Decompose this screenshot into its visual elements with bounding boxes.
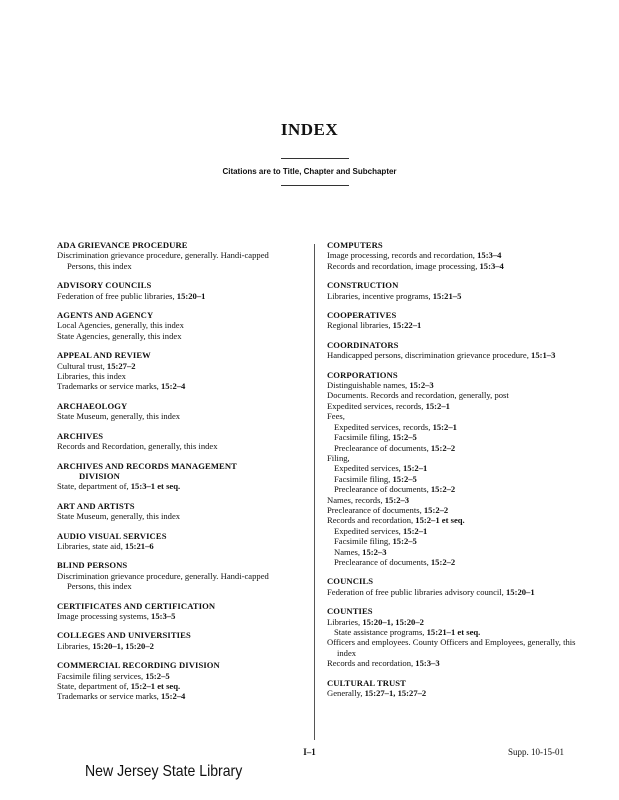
entry-text: State Agencies, generally, this index [57, 330, 182, 341]
entry-citation: 15:2–5 [392, 432, 417, 443]
entry-line [327, 688, 587, 698]
entry-text: Expedited services, [334, 463, 403, 474]
entry-citation: 15:27–2 [106, 360, 136, 371]
entry-text: Facsimile filing, [334, 432, 393, 443]
entry-citation: 15:2–1 et seq. [415, 515, 465, 526]
entry-citation: 15:1–3 [531, 350, 556, 361]
entry-text: Trademarks or service marks, [57, 381, 161, 392]
entry-citation: 15:2–4 [160, 691, 186, 702]
entry-text: Facsimile filing, [334, 473, 393, 484]
entry-citation: 15:2–3 [362, 546, 387, 557]
entry-heading [57, 350, 293, 360]
entry-line [327, 526, 587, 536]
entry-heading [57, 310, 293, 320]
entry-heading-line: AUDIO VISUAL SERVICES [57, 530, 167, 541]
entry-heading [327, 340, 587, 350]
supplement-date: Supp. 10-15-01 [508, 747, 564, 757]
entry-citation: 15:20–1 [176, 290, 206, 301]
entry-citation: 15:21–5 [432, 290, 462, 301]
index-entry [57, 531, 293, 552]
entry-heading-line: COOPERATIVES [327, 310, 397, 321]
entry-line [57, 411, 293, 421]
index-entry [57, 630, 293, 651]
entry-line [327, 261, 587, 271]
entry-citation: 15:2–2 [430, 484, 456, 495]
entry-text: Officers and employees. County Officers and Employees, generally, this index [327, 637, 576, 658]
entry-citation: 15:2–1 [402, 463, 428, 474]
entry-heading [57, 401, 293, 411]
entry-line [57, 571, 293, 592]
entry-citation: 15:22–1 [392, 320, 422, 331]
entry-text: Cultural trust, [57, 360, 107, 371]
entry-citation: 15:21–1 et seq. [426, 627, 481, 637]
entry-line [327, 422, 587, 432]
index-entry [327, 280, 587, 301]
entry-line [327, 627, 587, 637]
entry-citation: 15:3–1 et seq. [130, 481, 181, 492]
entry-heading [327, 310, 587, 320]
entry-citation: 15:3–5 [151, 610, 176, 621]
index-entry [57, 280, 293, 301]
entry-citation: 15:2–1 et seq. [130, 681, 181, 691]
entry-text: Facsimile filing, [334, 536, 393, 547]
entry-text: Libraries, incentive programs, [327, 290, 433, 301]
entry-heading [57, 560, 293, 570]
entry-heading [57, 531, 293, 541]
entry-citation: 15:21–6 [125, 540, 154, 551]
entry-text: Preclearance of documents, [334, 556, 431, 567]
entry-line [327, 484, 587, 494]
entry-citation: 15:2–3 [384, 494, 410, 505]
entry-text: Expedited services, records, [334, 421, 433, 432]
entry-text: Documents. Records and recordation, generally, post [327, 390, 509, 401]
entry-line [327, 432, 587, 442]
entry-text: Federation of free public libraries advisory council, [327, 586, 506, 597]
entry-heading-line: ARCHIVES [57, 430, 104, 441]
entry-line [57, 291, 293, 301]
entry-line [327, 536, 587, 546]
index-entry [327, 678, 587, 699]
entry-line [327, 463, 587, 473]
entry-text: Records and Recordation, generally, this index [57, 441, 218, 452]
entry-citation: 15:2–2 [430, 442, 456, 453]
entry-text: Discrimination grievance procedure, generally. Handi-capped Persons, this index [57, 250, 269, 271]
entry-line [327, 250, 587, 260]
entry-heading [57, 501, 293, 511]
entry-text: Names, records, [327, 494, 385, 505]
entry-citation: 15:20–1, 15:20–2 [92, 640, 154, 651]
entry-text: Federation of free public libraries, [57, 290, 177, 301]
entry-text: Filing, [327, 452, 350, 463]
index-entry [327, 606, 587, 668]
page-subtitle: Citations are to Title, Chapter and Subchapter [222, 167, 397, 176]
entry-text: Libraries, state aid, [57, 540, 126, 551]
entry-line [327, 495, 587, 505]
entry-text: Names, [334, 546, 363, 557]
entry-text: State, department of, [57, 681, 131, 691]
entry-heading-line: BLIND PERSONS [57, 560, 128, 571]
entry-text: Facsimile filing services, [57, 670, 146, 681]
entry-heading-line: COMPUTERS [327, 240, 383, 250]
index-entry [57, 560, 293, 591]
entry-text: State Museum, generally, this index [57, 411, 181, 422]
entry-heading-line: CERTIFICATES AND CERTIFICATION [57, 600, 216, 611]
entry-heading [57, 461, 293, 482]
entry-line [327, 401, 587, 411]
entry-text: State, department of, [57, 481, 131, 492]
entry-heading [327, 280, 587, 290]
entry-line [327, 411, 587, 421]
index-entry [57, 350, 293, 392]
entry-text: Image processing systems, [57, 610, 152, 621]
entry-heading-line: CULTURAL TRUST [327, 677, 407, 688]
entry-heading-line: COORDINATORS [327, 339, 399, 350]
entry-line [327, 587, 587, 597]
title-rule-bottom [281, 185, 349, 186]
entry-heading-line: COLLEGES AND UNIVERSITIES [57, 630, 191, 641]
entry-line [57, 320, 293, 330]
entry-text: Handicapped persons, discrimination grievance procedure, [327, 350, 532, 361]
entry-heading [57, 630, 293, 640]
entry-citation: 15:2–5 [145, 670, 170, 681]
entry-text: Records and recordation, [327, 658, 416, 669]
entry-text: Preclearance of documents, [334, 442, 431, 453]
entry-line [327, 617, 587, 627]
index-entry [57, 240, 293, 271]
entry-citation: 15:3–4 [477, 250, 502, 261]
entry-text: Local Agencies, generally, this index [57, 320, 184, 331]
entry-citation: 15:3–3 [415, 658, 440, 669]
entry-line [57, 361, 293, 371]
entry-citation: 15:2–3 [409, 380, 434, 391]
entry-citation: 15:2–5 [392, 536, 417, 547]
entry-line [57, 611, 293, 621]
entry-text: Expedited services, records, [327, 400, 426, 411]
entry-citation: 15:2–1 [425, 400, 450, 411]
entry-line [327, 380, 587, 390]
entry-line [57, 671, 293, 681]
entry-heading-line: ADVISORY COUNCILS [57, 280, 152, 291]
index-column-left [57, 240, 293, 711]
entry-line [57, 381, 293, 391]
entry-text: Libraries, this index [57, 371, 126, 382]
entry-text: Preclearance of documents, [334, 484, 431, 495]
entry-citation: 15:2–1 [432, 421, 457, 432]
entry-line [57, 441, 293, 451]
entry-heading [327, 678, 587, 688]
entry-heading-line: COUNTIES [327, 606, 373, 617]
entry-line [57, 511, 293, 521]
entry-heading [327, 576, 587, 586]
index-entry [327, 340, 587, 361]
entry-heading-line: CORPORATIONS [327, 369, 398, 380]
entry-citation: 15:20–1, 15:20–2 [362, 616, 424, 627]
entry-heading [57, 601, 293, 611]
entry-citation: 15:27–1, 15:27–2 [364, 688, 427, 699]
entry-line [327, 320, 587, 330]
entry-line [57, 691, 293, 701]
entry-text: Preclearance of documents, [327, 504, 424, 515]
entry-text: State assistance programs, [334, 627, 427, 637]
entry-heading-line: AGENTS AND AGENCY [57, 310, 154, 321]
index-entry [57, 601, 293, 622]
entry-citation: 15:20–1 [505, 586, 535, 597]
page-number: I–1 [303, 747, 316, 757]
entry-heading-line: COUNCILS [327, 576, 374, 587]
entry-line [327, 453, 587, 463]
entry-text: Distinguishable names, [327, 380, 410, 391]
index-entry [57, 660, 293, 702]
entry-line [57, 371, 293, 381]
index-entry [57, 461, 293, 492]
entry-line [327, 443, 587, 453]
index-entry [57, 431, 293, 452]
entry-text: Fees, [327, 411, 345, 422]
entry-text: Generally, [327, 688, 365, 699]
index-column-right [327, 240, 587, 707]
entry-citation: 15:3–4 [479, 260, 504, 271]
entry-line [327, 505, 587, 515]
entry-heading-line: DIVISION [79, 470, 120, 481]
entry-heading-line: ARCHIVES AND RECORDS MANAGEMENT [57, 460, 238, 471]
index-entry [57, 310, 293, 341]
entry-heading [57, 431, 293, 441]
entry-heading-line: COMMERCIAL RECORDING DIVISION [57, 660, 220, 671]
entry-line [327, 637, 587, 658]
entry-line [327, 557, 587, 567]
entry-line [327, 547, 587, 557]
index-entry [327, 310, 587, 331]
entry-text: Image processing, records and recordation, [327, 250, 478, 261]
entry-line [327, 515, 587, 525]
entry-heading [57, 240, 293, 250]
entry-text: Records and recordation, [327, 515, 416, 526]
index-entry [327, 240, 587, 271]
entry-citation: 15:2–2 [430, 556, 456, 567]
entry-citation: 15:2–5 [392, 473, 417, 484]
entry-line [327, 474, 587, 484]
entry-line [327, 658, 587, 668]
column-divider [314, 244, 315, 740]
entry-line [327, 350, 587, 360]
entry-text: State Museum, generally, this index [57, 511, 181, 522]
entry-line [57, 541, 293, 551]
entry-text: Discrimination grievance procedure, generally. Handi-capped Persons, this index [57, 570, 269, 592]
entry-heading [327, 606, 587, 616]
title-rule-top [281, 158, 349, 159]
entry-heading-line: ARCHAEOLOGY [57, 400, 128, 411]
entry-line [57, 481, 293, 491]
entry-text: Regional libraries, [327, 320, 393, 331]
index-entry [57, 401, 293, 422]
entry-text: Trademarks or service marks, [57, 691, 161, 702]
index-entry [327, 576, 587, 597]
page-title: INDEX [280, 120, 339, 139]
index-entry [327, 370, 587, 568]
entry-heading [57, 280, 293, 290]
entry-line [327, 390, 587, 400]
entry-line [57, 641, 293, 651]
entry-heading [327, 370, 587, 380]
entry-heading [57, 660, 293, 670]
entry-citation: 15:2–4 [160, 381, 186, 392]
entry-line [57, 681, 293, 691]
entry-citation: 15:2–2 [423, 504, 449, 515]
entry-line [327, 291, 587, 301]
entry-text: Libraries, [327, 616, 363, 627]
entry-heading-line: ADA GRIEVANCE PROCEDURE [57, 240, 188, 250]
index-entry [57, 501, 293, 522]
entry-heading-line: APPEAL AND REVIEW [57, 350, 151, 361]
entry-heading-line: CONSTRUCTION [327, 280, 399, 291]
entry-heading [327, 240, 587, 250]
entry-line [57, 250, 293, 271]
entry-line [57, 331, 293, 341]
entry-heading-line: ART AND ARTISTS [57, 500, 135, 511]
entry-citation: 15:2–1 [402, 525, 428, 536]
entry-text: Records and recordation, image processing, [327, 260, 480, 271]
entry-text: Expedited services, [334, 525, 403, 536]
entry-text: Libraries, [57, 640, 93, 651]
library-stamp: New Jersey State Library [85, 763, 243, 780]
